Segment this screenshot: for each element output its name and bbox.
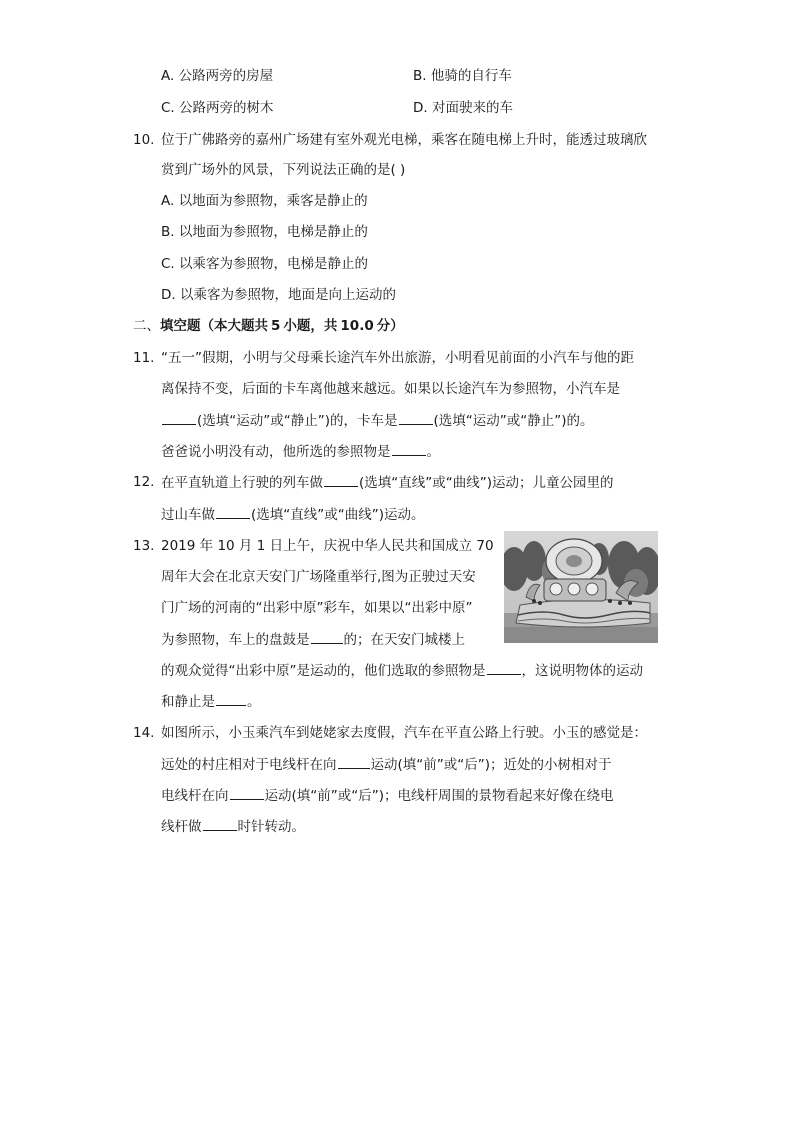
q12-line1-text-a: 在平直轨道上行驶的列车做 [161,475,323,491]
q11-line4-text-a: 爸爸说小明没有动，他所选的参照物是 [161,444,391,460]
q14-line4 [161,816,305,837]
answer-blank[interactable] [392,441,426,456]
q13-number: 13. [133,538,155,554]
q13-line5-text-b: ，这说明物体的运动 [521,663,643,679]
q11-line4-text-b: 。 [426,444,440,460]
q14-line3-text-a: 电线杆在向 [161,788,229,804]
q13-line5-text-a: 的观众觉得“出彩中原”是运动的，他们选取的参照物是 [161,663,486,679]
q14-line1: 如图所示，小玉乘汽车到姥姥家去度假，汽车在平直公路上行驶。小玉的感觉是： [161,725,647,741]
q13-line4 [161,629,465,650]
q11-line1: “五一”假期，小明与父母乘长途汽车外出旅游，小明看见前面的小汽车与他的距 [161,350,634,366]
q10-option-b: B. 以地面为参照物，电梯是静止的 [161,224,368,240]
q12-line1-text-b: (选填“直线”或“曲线”)运动；儿童公园里的 [359,475,614,491]
q11-line3-text-a: (选填“运动”或“静止”)的，卡车是 [197,413,398,429]
answer-blank[interactable] [399,410,433,425]
answer-blank[interactable] [216,504,250,519]
answer-blank[interactable] [487,660,521,675]
q10-option-c: C. 以乘客为参照物，电梯是静止的 [161,256,369,272]
q9-option-a: A. 公路两旁的房屋 [161,68,274,84]
q9-option-c: C. 公路两旁的树木 [161,100,274,116]
answer-blank[interactable] [230,785,264,800]
q10-option-a: A. 以地面为参照物，乘客是静止的 [161,193,368,209]
q11-line3-text-b: (选填“运动”或“静止”)的。 [433,413,594,429]
q14-line4-text-b: 时针转动。 [237,819,305,835]
q13-line4-text-b: 的；在天安门城楼上 [343,632,465,648]
answer-blank[interactable] [311,629,343,644]
q12-line2 [161,504,425,525]
q10-stem-line2: 赏到广场外的风景，下列说法正确的是( ) [161,162,406,178]
section-score: 10.0 [340,318,374,334]
section-count: 5 [271,318,281,334]
q14-line3-text-b: 运动(填“前”或“后”)；电线杆周围的景物看起来好像在绕电 [264,788,614,804]
q13-line1: 2019 年 10 月 1 日上午，庆祝中华人民共和国成立 70 [161,538,494,554]
q11-line4 [161,441,440,462]
q10-option-d: D. 以乘客为参照物，地面是向上运动的 [161,287,396,303]
answer-blank[interactable] [216,691,246,706]
q11-line2: 离保持不变，后面的卡车离他越来越远。如果以长途汽车为参照物，小汽车是 [161,381,620,397]
q14-line2-text-b: 运动(填“前”或“后”)；近处的小树相对于 [370,757,612,773]
q14-line4-text-a: 线杆做 [161,819,202,835]
q13-line4-text-a: 为参照物，车上的盘鼓是 [161,632,310,648]
section-title: 填空题（本大题共 [160,318,268,334]
q13-line2: 周年大会在北京天安门广场隆重举行,图为正驶过天安 [161,569,476,585]
section-heading [133,316,404,336]
q14-line3 [161,785,614,806]
section-mid: 小题，共 [283,318,338,334]
answer-blank[interactable] [203,816,237,831]
section-prefix: 二、 [133,318,160,334]
q13-line6-text-a: 和静止是 [161,694,215,710]
q11-line3 [161,410,594,431]
q12-line2-text-a: 过山车做 [161,507,215,523]
q9-option-b: B. 他骑的自行车 [413,68,512,84]
q10-stem-line1: 位于广佛路旁的嘉州广场建有室外观光电梯，乘客在随电梯上升时，能透过玻璃欣 [161,132,647,148]
q13-line6-text-b: 。 [247,694,261,710]
q9-option-d: D. 对面驶来的车 [413,100,513,116]
q14-line2-text-a: 远处的村庄相对于电线杆在向 [161,757,337,773]
answer-blank[interactable] [338,754,370,769]
q12-number: 12. [133,474,155,490]
q13-line6 [161,691,261,712]
parade-float-photo [504,531,658,643]
answer-blank[interactable] [162,410,196,425]
section-suffix: 分） [376,318,404,334]
q13-line3: 门广场的河南的“出彩中原”彩车，如果以“出彩中原” [161,600,473,616]
q13-line5 [161,660,643,681]
answer-blank[interactable] [324,472,358,487]
q10-number: 10. [133,132,155,148]
q12-line1 [161,472,614,493]
q12-line2-text-b: (选填“直线”或“曲线”)运动。 [251,507,425,523]
q11-number: 11. [133,350,155,366]
q14-line2 [161,754,612,775]
q14-number: 14. [133,725,155,741]
